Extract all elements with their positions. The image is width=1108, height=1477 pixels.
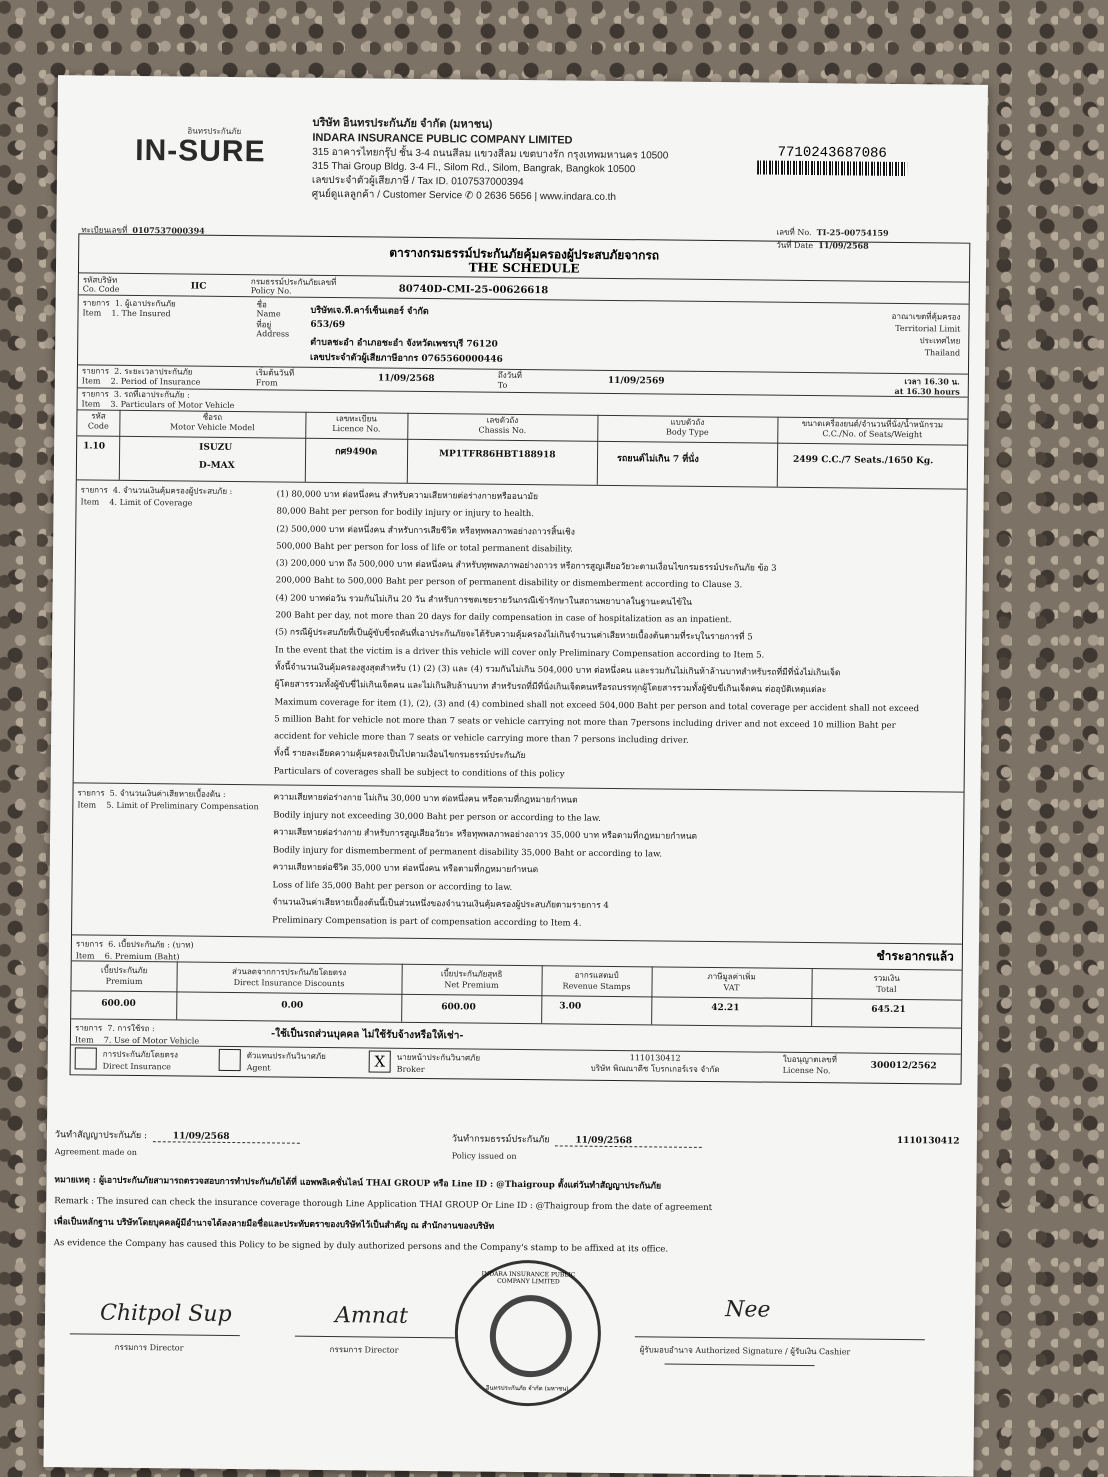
director-signature-2: Amnat xyxy=(334,1303,409,1329)
logo-small-text: อินทรประกันภัย xyxy=(187,126,242,137)
preliminary-compensation: ความเสียหายต่อร่างกาย ไม่เกิน 30,000 บาท ต่อหนึ่งคน หรือตามที่กฎหมายกำหนด Bodily injury not exceeding 30,000 Baht per person or according to the law. ความเสียหายต่อร่างกาย สำหรับการสูญเสียอวัยวะ หรือทุพพลภาพอย่างถาวร 35,000 บาท หรือตามที่กฎหมายกำหนด Bodily injury for dismemberment of permanent disability 35,000 Baht or according to law. ความเสียหายต่อชีวิต 35,000 บาท ต่อหนึ่งคน หรือตามที่กฎหมายกำหนด Loss of life 35,000 Baht per person or according to law. จำนวนเงินค่าเสียหายเบื้องต้นนี้เป็นส่วนหนึ่งของจำนวนเงินคุ้มครองผู้ประสบภัยตามรายการ 4 Preliminary Compensation is part of compensation according to Item 4. xyxy=(272,792,698,929)
name-label: ชื่อ Name xyxy=(256,300,281,319)
premium-header-total: รวมเงิน Total xyxy=(873,973,900,994)
director-label-2: กรรมการ Director xyxy=(329,1345,399,1355)
premium-header-vat: ภาษีมูลค่าเพิ่ม VAT xyxy=(707,971,756,993)
remarks: หมายเหตุ : ผู้เอาประกันภัยสามารถตรวจสอบการทำประกันภัยได้ที่ แอพพลิเคชั่นไลน์ THAI GROUP หรือ Line ID : @Thaigroup ตั้งแต่วันทำสัญญาประกันภัย Remark : The insured can check the insurance coverage thorough Line Application THAI GROUP Or Line ID : @Thaigroup from the date of agreement เพื่อเป็นหลักฐาน บริษัทโดยบุคคลผู้มีอำนาจได้ลงลายมือชื่อและประทับตราของบริษัทไว้เป็นสำคัญ ณ สำนักงานของบริษัท As evidence the Company has caused this Policy to be signed by duly authorized persons and the Company's stamp to be affixed at its office. xyxy=(53,1175,713,1255)
customer-service: ศูนย์ดูแลลูกค้า / Customer Service ✆ 0 2636 5656 | www.indara.co.th xyxy=(311,188,617,203)
premium-value: 600.00 xyxy=(101,998,136,1009)
address-label: ที่อยู่ Address xyxy=(256,320,290,339)
item4-label: รายการ 4. จำนวนเงินคุ้มครองผู้ประสบภัย : Item 4. Limit of Coverage xyxy=(80,485,233,508)
item3-label: รายการ 3. รถที่เอาประกันภัย : Item 3. Particulars of Motor Vehicle xyxy=(81,389,235,410)
net-premium-value: 600.00 xyxy=(441,1002,476,1013)
barcode-bars xyxy=(757,160,907,176)
vehicle-cc: 2499 C.C./7 Seats./1650 Kg. xyxy=(792,454,934,467)
broker-info: 1110130412 บริษัท พิณณาดีช โบรกเกอร์เรจ จำกัด xyxy=(590,1053,720,1075)
period-to: 11/09/2569 xyxy=(607,375,665,387)
co-code-label: รหัสบริษัท Co. Code xyxy=(82,275,120,294)
co-code: IIC xyxy=(190,281,207,292)
license-number: 300012/2562 xyxy=(870,1060,937,1072)
item1-label: รายการ 1. ผู้เอาประกันภัย Item 1. The Insured xyxy=(82,298,176,319)
seal-text: INDARA INSURANCE PUBLIC COMPANY LIMITED xyxy=(481,1270,576,1286)
title-th: ตารางกรมธรรม์ประกันภัยคุ้มครองผู้ประสบภัยจากรถ xyxy=(389,245,660,263)
insured-tax-id: เลขประจำตัวผู้เสียภาษีอากร 0765560000446 xyxy=(310,352,503,365)
item6-label: รายการ 6. เบี้ยประกันภัย : (บาท) Item 6. Premium (Baht) xyxy=(75,939,194,962)
insured-address-1: 653/69 xyxy=(310,319,346,331)
insured-name: บริษัทเจ.ที.คาร์เซ็นเตอร์ จำกัด xyxy=(310,305,429,318)
policy-number: 80740D-CMI-25-00626618 xyxy=(398,283,549,297)
premium-header-net: เบี้ยประกันภัยสุทธิ Net Premium xyxy=(440,969,503,990)
vehicle-model-make: ISUZU xyxy=(199,442,233,453)
barcode-number: 7710243687086 xyxy=(777,144,887,162)
premium-header-premium: เบี้ยประกันภัย Premium xyxy=(100,965,148,987)
company-logo: IN-SURE xyxy=(135,133,266,169)
registration-value: 0107537000394 xyxy=(132,224,205,236)
reference-number: 1110130412 xyxy=(896,1135,960,1147)
doc-date-label: วันที่ Date xyxy=(776,240,814,251)
vehicle-chassis: MP1TFR86HBT188918 xyxy=(439,449,556,461)
agent-label: ตัวแทนประกันวินาศภัย Agent xyxy=(246,1051,326,1073)
limit-of-coverage: (1) 80,000 บาท ต่อหนึ่งคน สำหรับความเสียหายต่อร่างกายหรืออนามัย 80,000 Baht per person for bodily injury or injury to health. (2) 500,000 บาท ต่อหนึ่งคน สำหรับการเสียชีวิต หรือทุพพลภาพอย่างถาวรสิ้นเชิง 500,000 Baht per person for loss of life or total permanent disability. (3) 200,000 บาท ถึง 500,000 บาท ต่อหนึ่งคน สำหรับทุพพลภาพอย่างถาวร หรือการสูญเสียอวัยวะตามเงื่อนไขกรมธรรม์ประกันภัย ข้อ 3 200,000 Baht to 500,000 Baht per person of permanent disability or dismemberment according to Clause 3. (4) 200 บาทต่อวัน รวมกันไม่เกิน 20 วัน สำหรับการชดเชยรายวันกรณีเข้ารักษาในสถานพยาบาลในฐานะคนไข้ใน 200 Baht per day, not more than 20 days for daily compensation in case of hospitalization as an inpatient. (5) กรณีผู้ประสบภัยที่เป็นผู้ขับขี่รถคันที่เอาประกันภัยจะได้รับความคุ้มครองไม่เกินจำนวนค่าเสียหายเบื้องต้นตามที่ระบุในรายการที่ 5 In the event that the victim is a driver this vehicle will cover only Preliminary Compensation according to Item 5. ทั้งนี้จำนวนเงินคุ้มครองสูงสุดสำหรับ (1) (2) (3) และ (4) รวมกันไม่เกิน 504,000 บาท ต่อหนึ่งคน และรวมกันไม่เกินห้าล้านบาทสำหรับรถที่มีที่นั่งไม่เกินเจ็ด ผู้โดยสารรวมทั้งผู้ขับขี่ไม่เกินเจ็ดคน และไม่เกินสิบล้านบาท สำหรับรถที่มีที่นั่งเกินเจ็ดคนหรือรถบรรทุกผู้โดยสารรวมทั้งผู้ขับขี่เกินเจ็ดคน ต่ออุบัติเหตุแต่ละ Maximum coverage for item (1), (2), (3) and (4) combined shall not exceed 504,000 Baht per person and total coverage per accident shall not exceed 5 million Baht for vehicle not more than 7 seats or vehicle carrying not more than 7persons including driver and not exceed 10 million Baht per accident for vehicle more than 7 seats or vehicle carrying more than 7 persons including driver. ทั้งนี้ รายละเอียดความคุ้มครองเป็นไปตามเงื่อนไขกรมธรรม์ประกันภัย Particulars of coverages shall be subject to conditions of this policy xyxy=(273,489,920,780)
premium-table xyxy=(71,960,962,1027)
policy-document xyxy=(43,75,988,1477)
broker-label: นายหน้าประกันวินาศภัย Broker xyxy=(396,1052,481,1075)
agreement-label-en: Agreement made on xyxy=(54,1147,137,1158)
doc-no: TI-25-00754159 xyxy=(816,227,889,238)
stamps-value: 3.00 xyxy=(559,1001,582,1012)
item7-label: รายการ 7. การใช้รถ : Item 7. Use of Motor Vehicle xyxy=(74,1023,200,1046)
broker-checkbox: X xyxy=(369,1050,391,1072)
schedule-box xyxy=(70,233,971,1084)
authorized-signature: Nee xyxy=(725,1297,771,1323)
vehicle-header-licence: เลขทะเบียน Licence No. xyxy=(332,414,381,434)
policy-issued-label-en: Policy issued on xyxy=(451,1151,517,1161)
vehicle-header-chassis: เลขตัวถัง Chassis No. xyxy=(478,415,527,436)
seal-text-th: อินทรประกันภัย จำกัด (มหาชน) xyxy=(485,1384,569,1393)
address-th: 315 อาคารไทยกรุ๊ป ชั้น 3-4 ถนนสีลม แขวงสีลม เขตบางรัก กรุงเทพมหานคร 10500 xyxy=(312,146,669,162)
policy-label: กรมธรรม์ประกันภัยเลขที่ Policy No. xyxy=(250,277,337,296)
vehicle-licence: กศ9490ด xyxy=(335,447,378,458)
stamp-paid: ชำระอากรแล้ว xyxy=(876,948,954,964)
agreement-date: วันทำสัญญาประกันภัย : 11/09/2568 xyxy=(55,1127,300,1144)
vehicle-header-body: แบบตัวถัง Body Type xyxy=(665,417,709,437)
discount-value: 0.00 xyxy=(281,1000,304,1011)
territorial-limit: อาณาเขตที่คุ้มครอง Territorial Limit ประเทศไทย Thailand xyxy=(891,311,961,358)
item2-label: รายการ 2. ระยะเวลาประกันภัย Item 2. Period of Insurance xyxy=(81,366,201,387)
policy-issued-date: วันทำกรมธรรม์ประกันภัย 11/09/2568 xyxy=(452,1131,702,1148)
company-seal xyxy=(454,1259,602,1407)
address-en: 315 Thai Group Bldg. 3-4 Fl., Silom Rd., Silom, Bangrak, Bangkok 10500 xyxy=(312,160,636,176)
from-label: เริ่มต้นวันที่ From xyxy=(255,368,295,388)
premium-header-discount: ส่วนลดจากการประกันภัยโดยตรง Direct Insurance Discounts xyxy=(232,967,347,989)
vehicle-body-type: รถยนต์ไม่เกิน 7 ที่นั่ง xyxy=(616,454,699,465)
period-time: เวลา 16.30 น. at 16.30 hours xyxy=(894,376,960,397)
vehicle-use: -ใช้เป็นรถส่วนบุคคล ไม่ใช้รับจ้างหรือให้เช่า- xyxy=(270,1028,464,1042)
vehicle-header-model: ชื่อรถ Motor Vehicle Model xyxy=(169,412,255,433)
company-name-th: บริษัท อินทรประกันภัย จำกัด (มหาชน) xyxy=(312,116,493,131)
direct-insurance-label: การประกันภัยโดยตรง Direct Insurance xyxy=(102,1049,178,1072)
premium-header-stamps: อากรแสตมป์ Revenue Stamps xyxy=(562,970,631,992)
doc-no-label: เลขที่ No. xyxy=(776,227,812,238)
barcode xyxy=(757,144,907,176)
total-value: 645.21 xyxy=(871,1004,906,1016)
agent-checkbox xyxy=(219,1049,241,1071)
direct-insurance-checkbox xyxy=(75,1047,97,1069)
registration-label: ทะเบียนเลขที่ xyxy=(81,225,128,235)
vehicle-header-cc: ขนาดเครื่องยนต์/จำนวนที่นั่ง/น้ำหนักรวม C.C./No. of Seats/Weight xyxy=(801,418,944,440)
title-en: THE SCHEDULE xyxy=(468,260,580,276)
vat-value: 42.21 xyxy=(711,1003,740,1014)
director-label-1: กรรมการ Director xyxy=(114,1342,184,1353)
vehicle-header-code: รหัส Code xyxy=(87,411,109,431)
seal-emblem-icon xyxy=(489,1295,572,1378)
company-header xyxy=(312,116,669,206)
insured-address-2: ตำบลชะอำ อำเภอชะอำ จังหวัดเพชรบุรี 76120 xyxy=(310,337,498,350)
authorized-label: ผู้รับมอบอำนาจ Authorized Signature / ผู้รับเงิน Cashier xyxy=(639,1345,851,1357)
tax-id: เลขประจำตัวผู้เสียภาษี / Tax ID. 0107537000394 xyxy=(311,174,524,189)
vehicle-model-name: D-MAX xyxy=(198,460,235,472)
vehicle-table xyxy=(77,409,968,488)
to-label: ถึงวันที่ To xyxy=(497,370,522,390)
period-from: 11/09/2568 xyxy=(377,373,435,385)
item5-label: รายการ 5. จำนวนเงินค่าเสียหายเบื้องต้น : Item 5. Limit of Preliminary Compensation xyxy=(77,788,259,812)
license-label: ใบอนุญาตเลขที่ License No. xyxy=(782,1054,837,1076)
director-signature-1: Chitpol Sup xyxy=(99,1300,232,1328)
vehicle-code: 1.10 xyxy=(83,441,106,452)
company-name-en: INDARA INSURANCE PUBLIC COMPANY LIMITED xyxy=(312,131,573,147)
doc-date: 11/09/2568 xyxy=(818,240,869,251)
